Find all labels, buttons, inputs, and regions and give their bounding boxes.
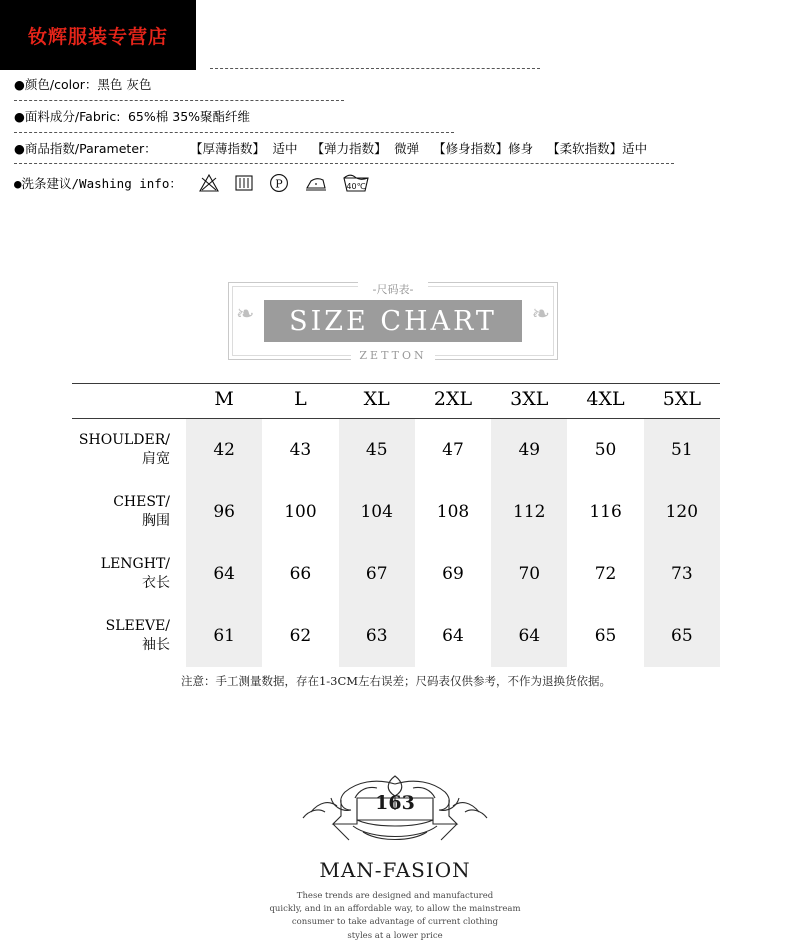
spec-label-color: ●颜色/color： [14,77,98,92]
svg-text:40℃: 40℃ [346,182,366,192]
ribbon-icon [245,770,545,860]
row-label-chest-cn: 胸围 [142,513,170,529]
table-row [72,543,720,605]
ornament-left-icon: ❧ [236,302,255,327]
table-row [72,605,720,667]
table-note-row [72,667,720,690]
specification-list [14,68,694,194]
cell-shoulder-xl: 45 [339,419,415,482]
footer-emblem-graphic [245,770,545,860]
drip-dry-icon [234,173,254,193]
cell-chest-l: 100 [284,502,317,522]
table-corner-cell [72,384,186,419]
cell-length-2xl: 69 [442,564,464,584]
cell-length-l: 66 [289,564,312,584]
size-chart-cn-title: -尺码表- [358,281,428,297]
cell-sleeve-2xl: 64 [442,626,464,646]
table-row [72,481,720,543]
cell-length-xl: 67 [339,543,415,605]
param-name-2: 【修身指数】 [433,140,509,156]
cell-chest-2xl: 108 [436,502,470,522]
footer-brand: MAN-FASION [319,858,471,882]
size-chart-note: 注意：手工测量数据，存在1-3CM左右误差；尺码表仅供参考，不作为退换货依据。 [180,674,612,688]
spec-label-washing: ●洗条建议/Washing info： [14,176,182,192]
param-value-1: 微弹 [394,140,420,156]
row-label-length [72,543,186,605]
row-label-length-cn: 衣长 [142,575,170,591]
cell-chest-5xl: 120 [644,481,720,543]
cell-shoulder-4xl: 50 [594,440,617,460]
param-name-1: 【弹力指数】 [311,140,387,156]
size-table-body [72,419,720,691]
washing-icon-group [198,172,370,194]
cell-sleeve-5xl: 65 [644,605,720,667]
table-header-row [72,384,720,419]
spec-value-color: 黑色 灰色 [97,77,152,92]
column-header-2xl: 2XL [415,384,491,419]
cell-length-4xl: 72 [594,564,617,584]
footer-tagline-line-1: These trends are designed and manufactured [296,891,494,901]
row-label-chest [72,481,186,543]
param-value-3: 适中 [622,140,648,156]
svg-text:P: P [275,177,283,191]
size-chart-table [72,383,720,690]
row-label-shoulder-en: SHOULDER/ [78,432,170,449]
param-value-2: 修身 [508,140,534,156]
footer-tagline-line-3: consumer to take advantage of current clothing [291,917,499,928]
size-chart-header [228,282,558,360]
column-header-3xl: 3XL [491,384,567,419]
wash-40-icon [342,172,370,194]
cell-sleeve-m: 61 [186,605,262,667]
table-row [72,419,720,482]
footer-number: 163 [375,792,415,814]
ornament-right-icon: ❧ [531,302,550,327]
spec-row-fabric [14,101,694,132]
param-name-3: 【柔软指数】 [547,140,623,156]
spec-label-parameter: ●商品指数/Parameter： [14,140,157,156]
footer-tagline-line-2: quickly, and in an affordable way, to allow the mainstream [269,904,521,915]
size-chart-title: SIZE CHART [289,305,497,337]
column-header-m: M [186,384,262,419]
row-label-shoulder-cn: 肩宽 [142,451,170,467]
cell-shoulder-l: 43 [289,440,312,460]
footer-logo [0,770,790,943]
cell-sleeve-3xl: 64 [491,605,567,667]
cell-sleeve-l: 62 [289,626,312,646]
param-name-0: 【厚薄指数】 [190,140,266,156]
column-header-4xl: 4XL [567,384,643,419]
cell-length-3xl: 70 [491,543,567,605]
column-header-5xl: 5XL [644,384,720,419]
dry-clean-p-icon [268,172,290,194]
footer-tagline-line-4: styles at a lower price [347,930,443,941]
row-label-shoulder [72,419,186,482]
size-table-head [72,384,720,419]
row-label-sleeve-en: SLEEVE/ [105,618,170,635]
row-label-chest-en: CHEST/ [113,494,170,511]
spec-value-fabric: 65%棉 35%聚酯纤维 [127,108,251,124]
spec-row-color [14,69,694,100]
row-label-sleeve-cn: 袖长 [142,637,170,653]
cell-shoulder-3xl: 49 [491,419,567,482]
size-chart-subtitle: ZETTON [351,349,435,362]
row-label-sleeve [72,605,186,667]
cell-chest-4xl: 116 [589,502,622,522]
spec-row-washing [14,164,694,194]
shop-banner [0,0,196,70]
cell-shoulder-5xl: 51 [644,419,720,482]
size-chart-title-bar [264,300,522,342]
column-header-l: L [262,384,338,419]
cell-shoulder-2xl: 47 [442,440,464,460]
low-iron-icon [304,173,328,193]
cell-shoulder-m: 42 [186,419,262,482]
param-value-0: 适中 [272,140,298,156]
column-header-xl: XL [339,384,415,419]
cell-sleeve-xl: 63 [339,605,415,667]
cell-chest-xl: 104 [339,481,415,543]
cell-length-5xl: 73 [644,543,720,605]
size-chart-table-wrap [72,383,720,690]
cell-length-m: 64 [186,543,262,605]
cell-chest-m: 96 [186,481,262,543]
no-bleach-icon [198,173,220,193]
shop-name: 钕辉服装专营店 [27,25,168,48]
footer-tagline [0,890,790,943]
row-label-length-en: LENGHT/ [100,556,170,573]
cell-chest-3xl: 112 [491,481,567,543]
spec-row-parameter [14,133,694,164]
cell-sleeve-4xl: 65 [594,626,617,646]
spec-label-fabric: ●面料成分/Fabric: [14,108,121,124]
